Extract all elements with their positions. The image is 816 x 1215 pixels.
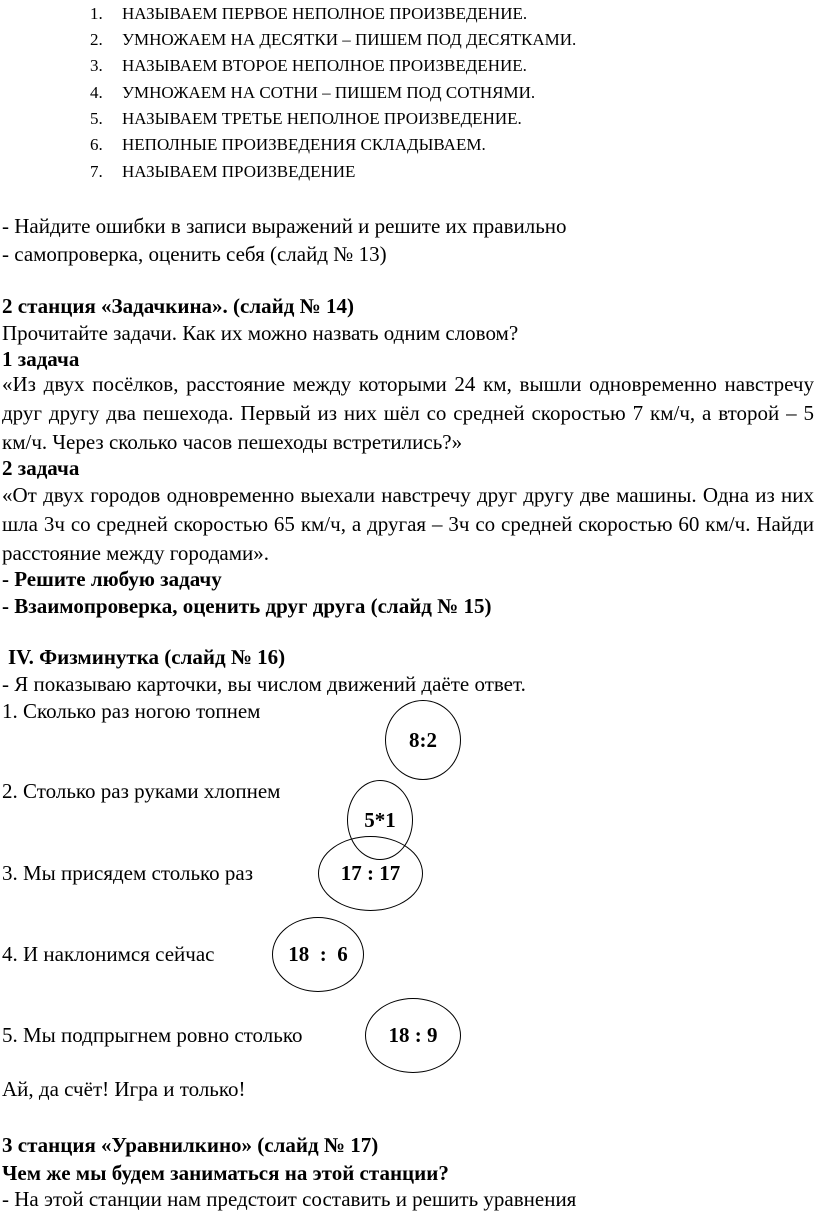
task1-text: «Из двух посёлков, расстояние между которыми 24 км, вышли одновременно навстречу друг другу два пешехода. Первый из них шёл со средней скоростью 7 км/ч, а второй – 5 км/ч. Через сколько часов пешеходы встретились?»: [2, 372, 814, 454]
step-item: 2. УМНОЖАЕМ НА ДЕСЯТКИ – ПИШЕМ ПОД ДЕСЯТКАМИ.: [90, 30, 577, 49]
physminute-line-4: 4. И наклонимся сейчас: [2, 942, 215, 966]
find-errors-text: - Найдите ошибки в записи выражений и решите их правильно: [2, 214, 567, 238]
step-text: НАЗЫВАЕМ ПЕРВОЕ НЕПОЛНОЕ ПРОИЗВЕДЕНИЕ.: [122, 4, 528, 23]
station2-heading: 2 станция «Задачкина». (слайд № 14): [2, 294, 354, 318]
step-item: 4. УМНОЖАЕМ НА СОТНИ – ПИШЕМ ПОД СОТНЯМИ.: [90, 83, 536, 102]
step-item: 5. НАЗЫВАЕМ ТРЕТЬЕ НЕПОЛНОЕ ПРОИЗВЕДЕНИЕ.: [90, 109, 522, 128]
step-item: 7. НАЗЫВАЕМ ПРОИЗВЕДЕНИЕ: [90, 162, 356, 181]
card-oval-2: 5*1: [347, 780, 413, 860]
station2-question: Прочитайте задачи. Как их можно назвать одним словом?: [2, 321, 519, 345]
step-text: УМНОЖАЕМ НА СОТНИ – ПИШЕМ ПОД СОТНЯМИ.: [122, 83, 536, 102]
self-check-text: - самопроверка, оценить себя (слайд № 13): [2, 242, 387, 266]
physminute-line-2: 2. Столько раз руками хлопнем: [2, 779, 281, 803]
step-item: 6. НЕПОЛНЫЕ ПРОИЗВЕДЕНИЯ СКЛАДЫВАЕМ.: [90, 135, 486, 154]
step-text: НЕПОЛНЫЕ ПРОИЗВЕДЕНИЯ СКЛАДЫВАЕМ.: [122, 135, 486, 154]
task2-label: 2 задача: [2, 456, 80, 480]
task2-text: «От двух городов одновременно выехали навстречу друг другу две машины. Одна из них шла 3ч со средней скоростью 65 км/ч, а другая – 3ч со средней скоростью 60 км/ч. Найди расстояние между городами».: [2, 483, 814, 565]
card-oval-4: 18 : 6: [272, 917, 364, 992]
mutual-check-text: - Взаимопроверка, оценить друг друга (слайд № 15): [2, 594, 492, 618]
step-item: 3. НАЗЫВАЕМ ВТОРОЕ НЕПОЛНОЕ ПРОИЗВЕДЕНИЕ.: [90, 56, 527, 75]
card-oval-3: 17 : 17: [318, 836, 423, 911]
task1-label: 1 задача: [2, 347, 80, 371]
step-item: 1. НАЗЫВАЕМ ПЕРВОЕ НЕПОЛНОЕ ПРОИЗВЕДЕНИЕ.: [90, 4, 528, 23]
step-text: НАЗЫВАЕМ ВТОРОЕ НЕПОЛНОЕ ПРОИЗВЕДЕНИЕ.: [122, 56, 527, 75]
step-text: НАЗЫВАЕМ ТРЕТЬЕ НЕПОЛНОЕ ПРОИЗВЕДЕНИЕ.: [122, 109, 522, 128]
physminute-intro: - Я показываю карточки, вы числом движений даёте ответ.: [2, 672, 526, 696]
solve-instruction: - Решите любую задачу: [2, 567, 222, 591]
station3-question: Чем же мы будем заниматься на этой станции?: [2, 1161, 449, 1185]
step-text: НАЗЫВАЕМ ПРОИЗВЕДЕНИЕ: [122, 162, 356, 181]
physminute-outro: Ай, да счёт! Игра и только!: [2, 1077, 246, 1101]
card-oval-1: 8:2: [385, 700, 461, 780]
physminute-line-3: 3. Мы присядем столько раз: [2, 861, 254, 885]
station3-answer: - На этой станции нам предстоит составить и решить уравнения: [2, 1187, 577, 1211]
physminute-heading: IV. Физминутка (слайд № 16): [8, 645, 286, 669]
physminute-line-1: 1. Сколько раз ногою топнем: [2, 699, 261, 723]
station3-heading: 3 станция «Уравнилкино» (слайд № 17): [2, 1133, 379, 1157]
step-text: УМНОЖАЕМ НА ДЕСЯТКИ – ПИШЕМ ПОД ДЕСЯТКАМИ.: [122, 30, 577, 49]
card-oval-5: 18 : 9: [365, 998, 461, 1073]
physminute-line-5: 5. Мы подпрыгнем ровно столько: [2, 1023, 303, 1047]
